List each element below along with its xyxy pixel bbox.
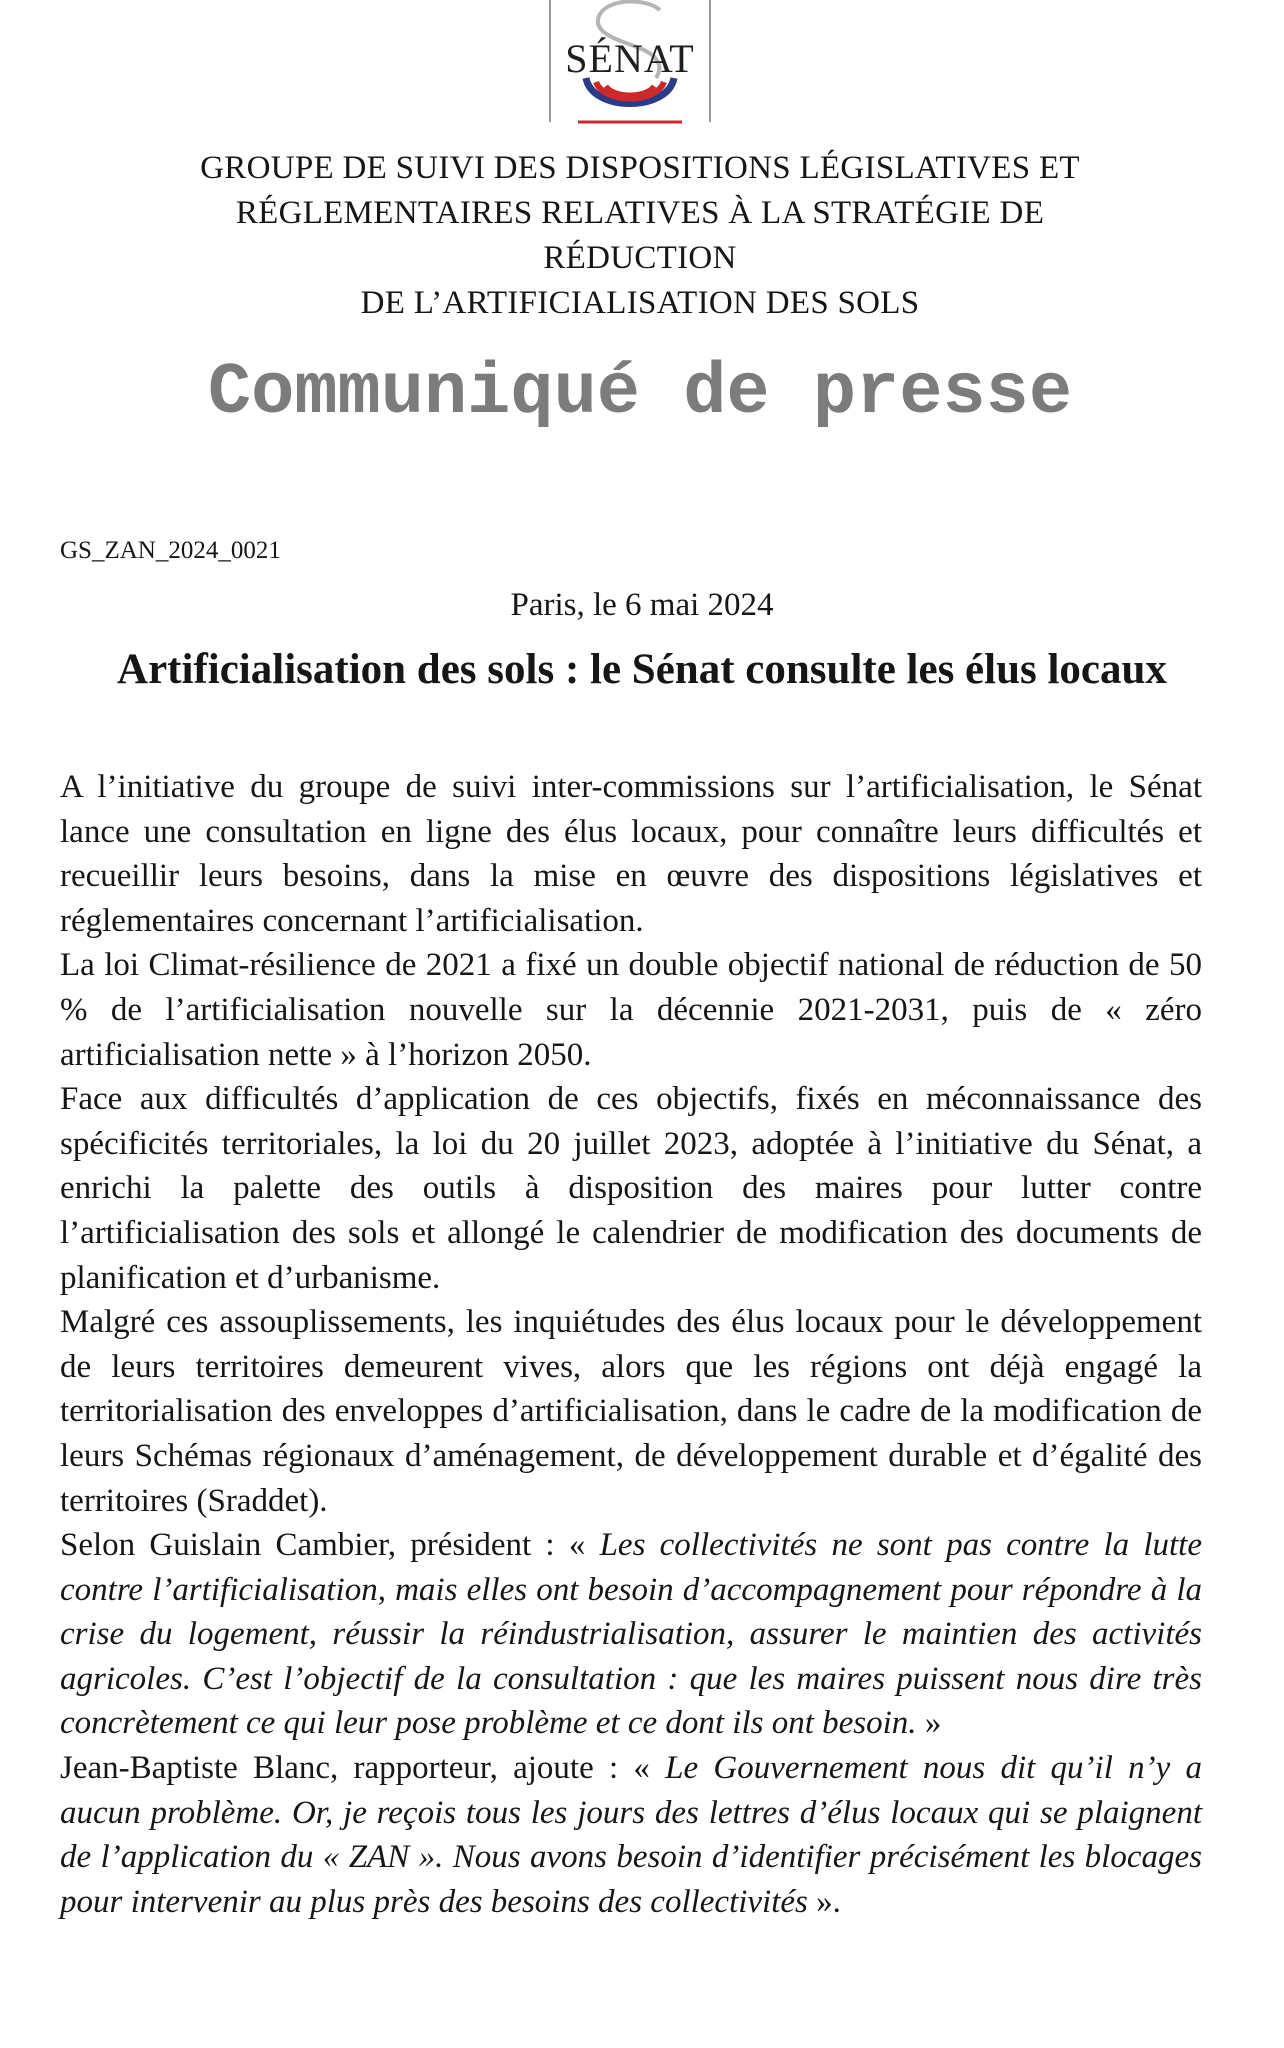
- headline: Artificialisation des sols : le Sénat consulte les élus locaux: [117, 646, 1167, 693]
- quote-text: Le Gouvernement nous dit qu’il n’y a aucun problème. Or, je reçois tous les jours des lettres d’élus locaux qui se plaignent de l’application du « ZAN ». Nous avons besoin d’identifier précisément les blocages pour intervenir au plus près des besoins des collectivités: [60, 1750, 1202, 1920]
- quote-intro: Selon Guislain Cambier, président : «: [60, 1527, 600, 1564]
- paragraph: La loi Climat-résilience de 2021 a fixé un double objectif national de réduction de 50 % de l’artificialisation nouvelle sur la décennie 2021-2031, puis de « zéro artificialisation nette » à l’horizon 2050.: [60, 947, 1202, 1073]
- paragraph: Malgré ces assouplissements, les inquiétudes des élus locaux pour le développement de leurs territoires demeurent vives, alors que les régions ont déjà engagé la territorialisation des enveloppes d’artificialisation, dans le cadre de la modification de leurs Schémas régionaux d’aménagement, de développement durable et d’égalité des territoires (Sraddet).: [60, 1304, 1202, 1519]
- senat-logo: [548, 0, 712, 126]
- paragraph: A l’initiative du groupe de suivi inter-commissions sur l’artificialisation, le Sénat lance une consultation en ligne des élus locaux, pour connaître leurs difficultés et recueillir leurs besoins, dans la mise en œuvre des dispositions législatives et réglementaires concernant l’artificialisation.: [60, 769, 1202, 939]
- press-release-body: [60, 765, 1202, 1924]
- senat-emblem-icon: [548, 0, 712, 126]
- quote-end: »: [916, 1705, 942, 1742]
- date-line: Paris, le 6 mai 2024: [510, 587, 774, 623]
- group-title-line: RÉGLEMENTAIRES RELATIVES À LA STRATÉGIE DE: [235, 195, 1045, 231]
- paragraph-quote-rapporteur: [60, 1746, 1202, 1924]
- quote-end: ».: [807, 1883, 841, 1920]
- logo-wordmark: SÉNAT: [565, 36, 695, 81]
- quote-intro: Jean-Baptiste Blanc, rapporteur, ajoute : «: [60, 1750, 666, 1787]
- communique-title: Communiqué de presse: [207, 352, 1073, 434]
- paragraph-quote-president: [60, 1523, 1202, 1746]
- group-title-line: RÉDUCTION: [543, 240, 737, 276]
- group-title: [80, 146, 1200, 326]
- paragraph: Face aux difficultés d’application de ces objectifs, fixés en méconnaissance des spécificités territoriales, la loi du 20 juillet 2023, adoptée à l’initiative du Sénat, a enrichi la palette des outils à disposition des maires pour lutter contre l’artificialisation des sols et allongé le calendrier de modification des documents de planification et d’urbanisme.: [60, 1081, 1202, 1296]
- group-title-line: GROUPE DE SUIVI DES DISPOSITIONS LÉGISLATIVES ET: [200, 150, 1080, 186]
- reference-code: GS_ZAN_2024_0021: [60, 537, 281, 564]
- quote-text: Les collectivités ne sont pas contre la lutte contre l’artificialisation, mais elles ont besoin d’accompagnement pour répondre à la crise du logement, réussir la réindustrialisation, assurer le maintien des activités agricoles. C’est l’objectif de la consultation : que les maires puissent nous dire très concrètement ce qui leur pose problème et ce dont ils ont besoin.: [60, 1527, 1202, 1742]
- group-title-line: DE L’ARTIFICIALISATION DES SOLS: [360, 285, 920, 321]
